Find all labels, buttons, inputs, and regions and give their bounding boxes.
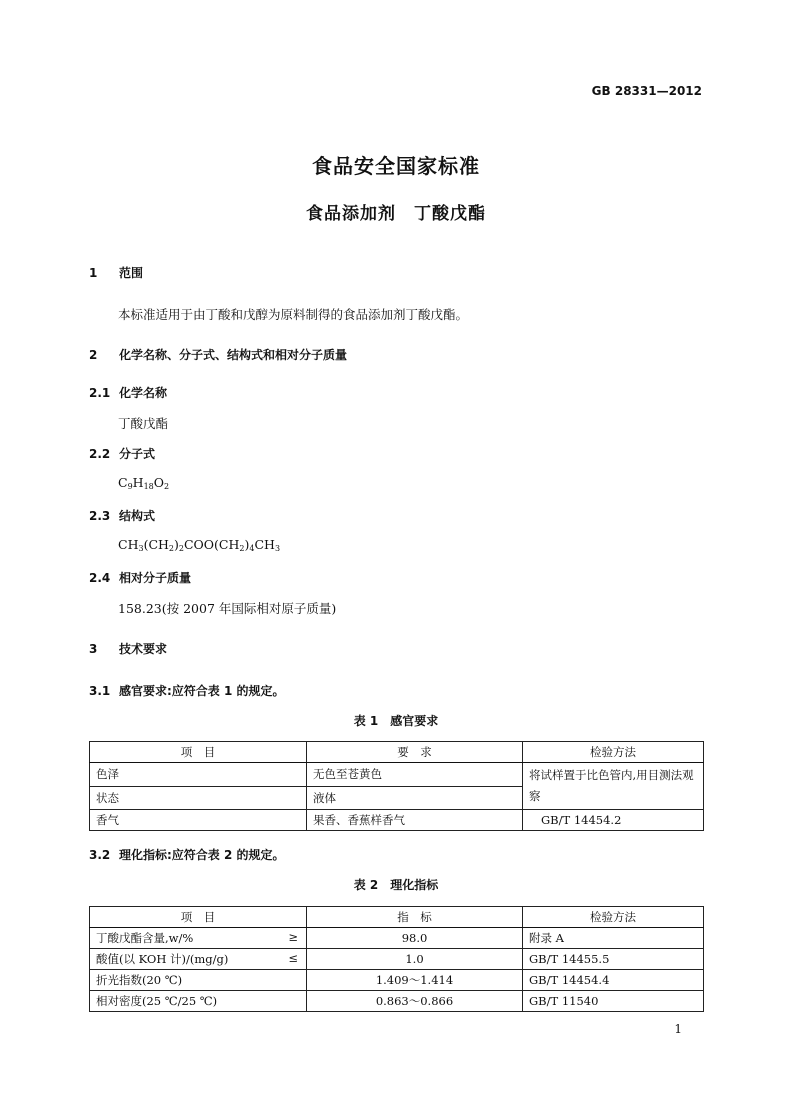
section-3-1-heading: [89, 682, 285, 699]
section-title: 感官要求:应符合表 1 的规定。: [119, 684, 285, 698]
section-number: 3.2: [89, 848, 111, 862]
cell-requirement: 液体: [307, 786, 523, 810]
cell-value: 1.409～1.414: [307, 970, 523, 991]
comparison-symbol: ≥: [288, 930, 298, 944]
section-2-2-heading: [89, 445, 155, 462]
cell-requirement: 无色至苍黄色: [307, 763, 523, 787]
cell-item: 状态: [90, 786, 307, 810]
section-2-1-heading: [89, 384, 167, 401]
table-2-caption: 表 2 理化指标: [353, 878, 439, 892]
section-number: 3.1: [89, 684, 111, 698]
section-1-heading: [89, 264, 143, 281]
section-title: 理化指标:应符合表 2 的规定。: [119, 848, 285, 862]
section-3-heading: [89, 640, 167, 657]
column-header: 项 目: [90, 907, 307, 928]
table-header-row: [90, 907, 704, 928]
molecular-mass: 158.23(按 2007 年国际相对原子质量): [118, 601, 337, 616]
molecular-formula: $C_9H_{18}O_2$: [118, 475, 170, 491]
table-row: [90, 928, 704, 949]
section-title: 结构式: [119, 509, 156, 523]
cell-item: 色泽: [90, 763, 307, 787]
section-number: 2.2: [89, 447, 111, 461]
chemical-name: 丁酸戊酯: [118, 416, 169, 431]
table-row: [90, 810, 704, 831]
section-title: 分子式: [119, 447, 156, 461]
section-title: 化学名称、分子式、结构式和相对分子质量: [119, 348, 348, 362]
section-title: 技术要求: [119, 642, 168, 656]
column-header: 检验方法: [523, 907, 704, 928]
cell-value: 0.863～0.866: [307, 991, 523, 1012]
cell-item: [90, 949, 307, 970]
section-title: 化学名称: [119, 386, 168, 400]
cell-method: 附录 A: [523, 928, 704, 949]
table-1-caption: 表 1 感官要求: [353, 714, 439, 728]
section-2-heading: [89, 346, 347, 363]
cell-value: 1.0: [307, 949, 523, 970]
section-1-body: 本标准适用于由丁酸和戊醇为原料制得的食品添加剂丁酸戊酯。: [118, 307, 469, 322]
section-number: 1: [89, 266, 98, 280]
table-row: [90, 949, 704, 970]
cell-method: GB/T 14455.5: [523, 949, 704, 970]
section-number: 2.3: [89, 509, 111, 523]
section-number: 2.4: [89, 571, 111, 585]
table-2: [89, 906, 704, 1012]
section-title: 范围: [119, 266, 144, 280]
item-label: 丁酸戊酯含量,w/%: [96, 931, 194, 945]
cell-item: 折光指数(20 ℃): [90, 970, 307, 991]
section-number: 3: [89, 642, 98, 656]
section-number: 2.1: [89, 386, 111, 400]
table-row: [90, 763, 704, 787]
cell-method: GB/T 11540: [523, 991, 704, 1012]
cell-requirement: 果香、香蕉样香气: [307, 810, 523, 831]
item-label: 酸值(以 KOH 计)/(mg/g): [96, 952, 229, 966]
column-header: 检验方法: [523, 742, 704, 763]
document-title: 食品安全国家标准: [312, 154, 480, 178]
cell-value: 98.0: [307, 928, 523, 949]
table-header-row: [90, 742, 704, 763]
section-3-2-heading: [89, 846, 285, 863]
table-1: [89, 741, 704, 831]
cell-item: 相对密度(25 ℃/25 ℃): [90, 991, 307, 1012]
section-title: 相对分子质量: [119, 571, 192, 585]
column-header: 要 求: [307, 742, 523, 763]
column-header: 项 目: [90, 742, 307, 763]
comparison-symbol: ≤: [288, 951, 298, 965]
standard-number: GB 28331—2012: [591, 84, 702, 98]
structural-formula: $CH_3(CH_2)_2COO(CH_2)_4CH_3$: [118, 537, 281, 553]
column-header: 指 标: [307, 907, 523, 928]
cell-item: [90, 928, 307, 949]
cell-item: 香气: [90, 810, 307, 831]
cell-method: GB/T 14454.2: [523, 810, 704, 831]
cell-method: GB/T 14454.4: [523, 970, 704, 991]
cell-method-merged: 将试样置于比色管内,用目测法观察: [523, 763, 704, 810]
page-number: 1: [674, 1022, 682, 1036]
section-2-4-heading: [89, 569, 191, 586]
section-2-3-heading: [89, 507, 155, 524]
section-number: 2: [89, 348, 98, 362]
table-row: [90, 991, 704, 1012]
document-subtitle: 食品添加剂 丁酸戊酯: [306, 204, 486, 224]
table-row: [90, 970, 704, 991]
